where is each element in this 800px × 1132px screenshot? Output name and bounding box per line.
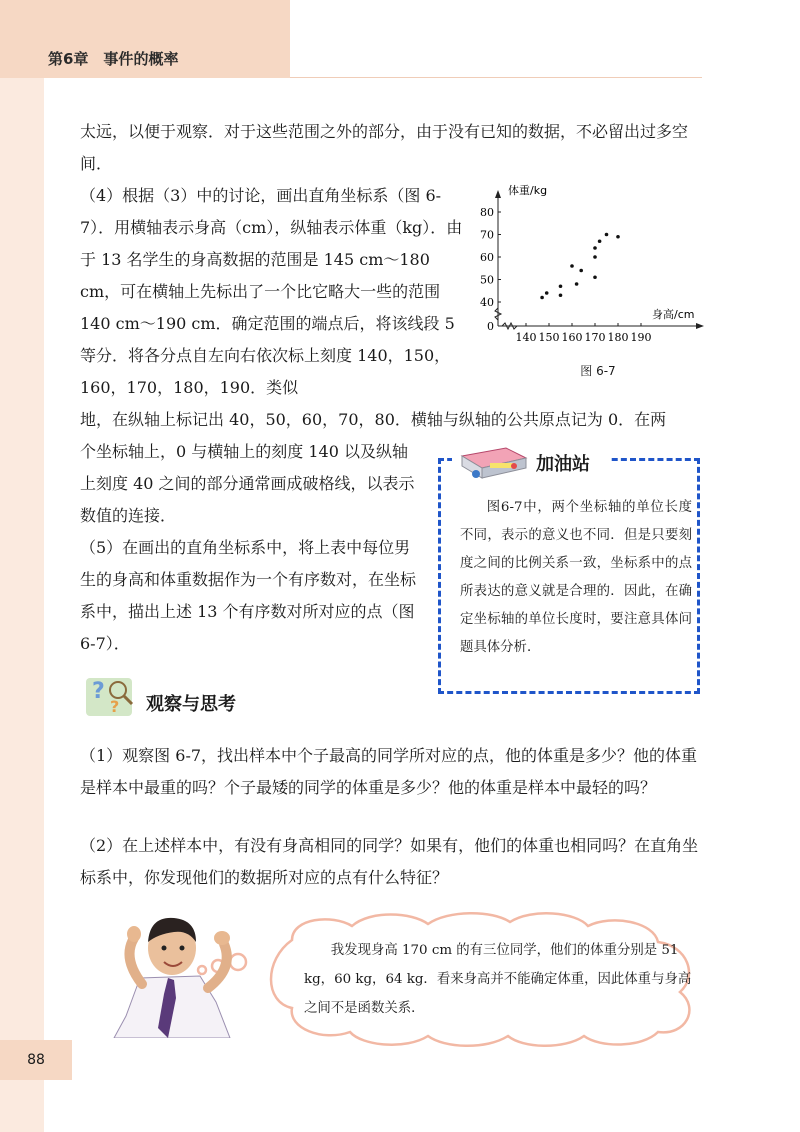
x-tick-label: 150 xyxy=(538,331,560,344)
y-axis-arrow xyxy=(495,190,501,198)
chapter-header xyxy=(0,0,290,78)
svg-text:?: ? xyxy=(92,679,105,704)
page-number: 88 xyxy=(0,1040,72,1080)
data-point xyxy=(579,269,583,273)
tip-text: 图6-7中，两个坐标轴的单位长度不同，表示的意义也不同．但是只要刻度之间的比例关系一致，坐标系中的点所表达的意义就是合理的．因此，在确定坐标轴的单位长度时，要注意具体问题具体分析． xyxy=(460,500,692,655)
side-margin-bar xyxy=(0,78,44,1132)
data-point xyxy=(593,255,597,259)
x-tick-label: 190 xyxy=(630,331,652,344)
data-point xyxy=(598,239,602,243)
observe-think-icon xyxy=(80,668,138,722)
data-point xyxy=(559,293,563,297)
data-point xyxy=(559,284,563,288)
paragraph-1: 太远，以便于观察．对于这些范围之外的部分，由于没有已知的数据，不必留出过多空间． xyxy=(80,122,689,173)
data-point xyxy=(605,233,609,237)
data-point xyxy=(545,291,549,295)
y-tick-label: 60 xyxy=(480,251,494,264)
question-1: （1）观察图 6-7，找出样本中个子最高的同学所对应的点，他的体重是多少？他的体重是样本中最重的吗？个子最矮的同学的体重是多少？他的体重是样本中最轻的吗？ xyxy=(80,746,698,797)
section-title: 观察与思考 xyxy=(146,694,236,715)
x-tick-label: 180 xyxy=(607,331,629,344)
y-tick-label: 70 xyxy=(480,228,494,242)
paragraph-step-4-end: 个坐标轴上，0 与横轴上的刻度 140 以及纵轴上刻度 40 之间的部分通常画成破格线，以表示数值的连接． xyxy=(80,442,415,525)
data-point xyxy=(593,275,597,279)
data-point xyxy=(570,264,574,268)
data-point xyxy=(540,296,544,300)
scatter-chart xyxy=(478,176,708,386)
x-tick-label: 160 xyxy=(561,331,583,344)
boy-illustration xyxy=(104,898,274,1038)
x-axis-arrow xyxy=(696,323,704,329)
svg-text:?: ? xyxy=(110,697,120,716)
x-axis-label: 身高/cm xyxy=(652,308,695,321)
paragraph-step-5: （5）在画出的直角坐标系中，将上表中每位男生的身高和体重数据作为一个有序数对，在坐标系中，描出上述 13 个有序数对所对应的点（图 6-7）． xyxy=(80,538,417,653)
y-tick-label: 40 xyxy=(480,296,494,309)
x-tick-label: 140 xyxy=(515,331,537,344)
question-2: （2）在上述样本中，有没有身高相同的同学？如果有，他们的体重也相同吗？在直角坐标系中，你发现他们的数据所对应的点有什么特征？ xyxy=(80,836,699,887)
paragraph-step-4: （4）根据（3）中的讨论，画出直角坐标系（图 6-7）．用横轴表示身高（cm），纵轴表示体重（kg）．由于 13 名学生的身高数据的范围是 145 cm～180 cm，可在横轴上先标出了一个比它略大一些的范围 140 cm～190 cm．确定范围的端点后，将该线段 5 等分．将各分点自左向右依次标上刻度 140，150，160，170，180，190．类似 xyxy=(80,186,463,397)
data-point xyxy=(616,235,620,239)
y-tick-label: 80 xyxy=(480,206,494,219)
speech-text: 我发现身高 170 cm 的有三位同学，他们的体重分别是 51 kg，60 kg，64 kg．看来身高并不能确定体重，因此体重与身高之间不是函数关系． xyxy=(304,943,692,1016)
chapter-title: 第6章 事件的概率 xyxy=(48,50,179,68)
figure-caption: 图 6-7 xyxy=(580,364,616,378)
y-axis-label: 体重/kg xyxy=(508,184,548,197)
tip-station-icon xyxy=(456,440,532,482)
data-point xyxy=(575,282,579,286)
y-tick-label: 50 xyxy=(480,273,494,287)
paragraph-step-4-cont: 地，在纵轴上标记出 40，50，60，70，80．横轴与纵轴的公共原点记为 0．在两 xyxy=(80,410,667,429)
origin-label: 0 xyxy=(487,320,494,333)
data-point xyxy=(593,246,597,250)
x-tick-label: 170 xyxy=(584,331,606,344)
header-rule xyxy=(290,77,702,78)
tip-title: 加油站 xyxy=(536,454,590,475)
